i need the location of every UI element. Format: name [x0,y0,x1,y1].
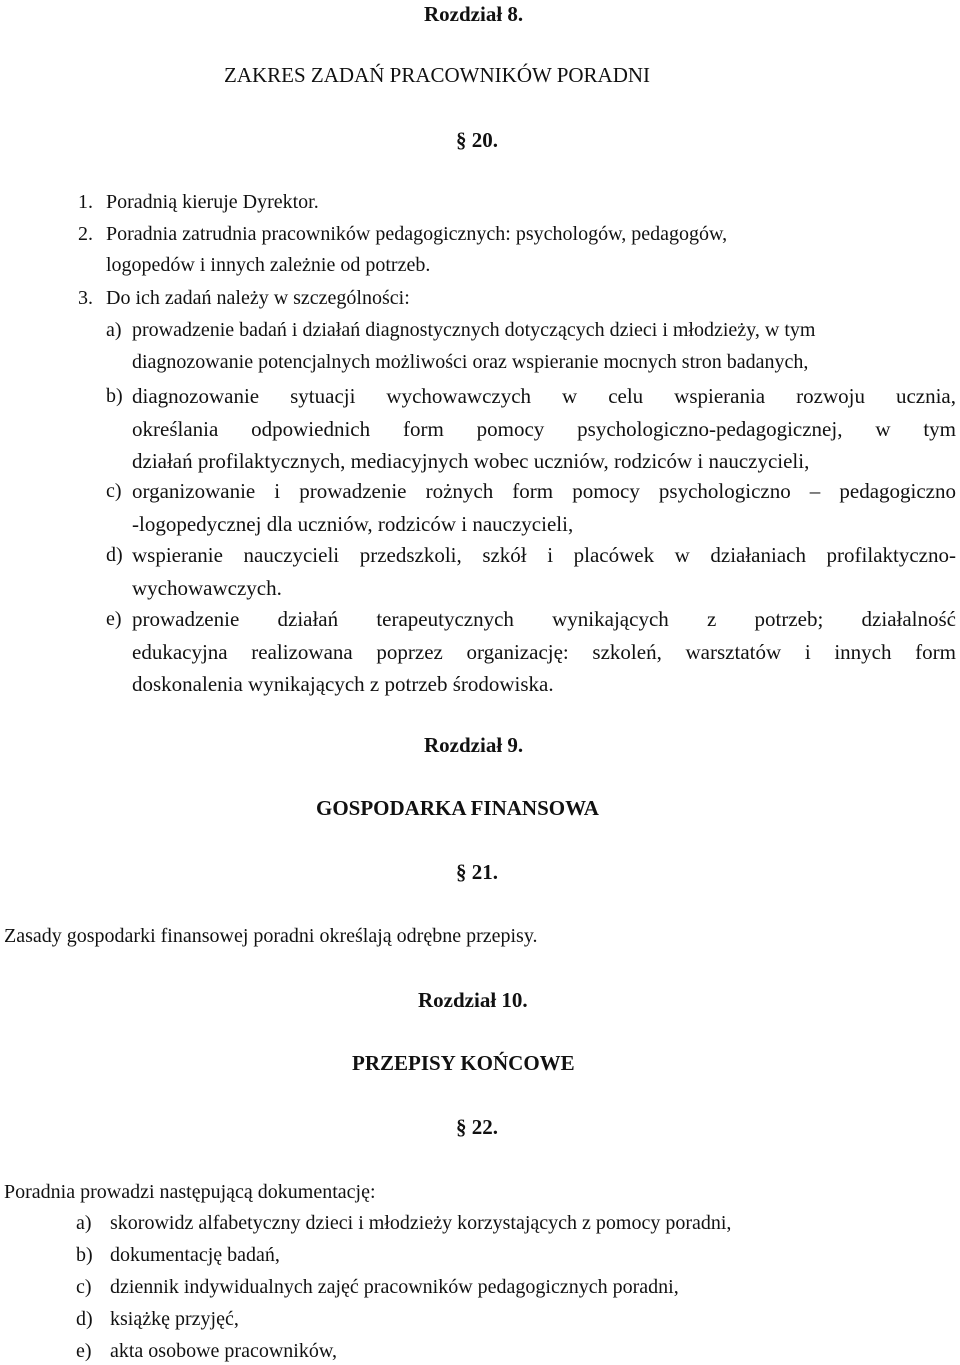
sublist-item-line: działań profilaktycznych, mediacyjnych wobec uczniów, rodziców i nauczycieli, [132,449,810,473]
sublist-item-line: organizowanie i prowadzenie rożnych form pomocy psychologiczno – pedagogiczno [132,479,956,503]
sublist-marker: d) [106,544,123,566]
sublist-item-line: wychowawczych. [132,575,282,600]
list-item: akta osobowe pracowników, [110,1340,337,1362]
sublist-marker: c) [106,480,122,502]
list-item: Poradnią kieruje Dyrektor. [106,191,319,213]
list-item-line: logopedów i innych zależnie od potrzeb. [106,254,431,276]
paragraph: Poradnia prowadzi następującą dokumentację: [4,1181,376,1203]
chapter-subtitle: GOSPODARKA FINANSOWA [316,796,599,820]
chapter-title: Rozdział 9. [424,733,524,757]
sublist-item-line: edukacyjna realizowana poprzez organizację: szkoleń, warsztatów i innych form [132,639,956,664]
chapter-subtitle: PRZEPISY KOŃCOWE [352,1051,575,1075]
sublist-marker: a) [106,319,122,341]
list-item-line: Poradnia zatrudnia pracowników pedagogicznych: psychologów, pedagogów, [106,223,728,245]
sublist-item-line: określania odpowiednich form pomocy psychologiczno-pedagogicznej, w tym [132,416,956,441]
sublist-item-line: prowadzenie badań i działań diagnostycznych dotyczących dzieci i młodzieży, w tym [132,319,816,341]
sublist-item-line: -logopedycznej dla uczniów, rodziców i nauczycieli, [132,511,574,536]
paragraph: Zasady gospodarki finansowej poradni określają odrębne przepisy. [4,925,538,947]
sublist-marker: b) [106,385,123,407]
chapter-title: Rozdział 10. [418,988,528,1012]
section-number: § 22. [456,1115,498,1139]
list-marker: b) [76,1244,93,1266]
sublist-item-line: diagnozowanie sytuacji wychowawczych w celu wspierania rozwoju ucznia, [132,384,956,408]
chapter-subtitle: ZAKRES ZADAŃ PRACOWNIKÓW PORADNI [224,63,651,87]
chapter-title: Rozdział 8. [424,2,524,26]
sublist-item-line: wspieranie nauczycieli przedszkoli, szkół i placówek w działaniach profilaktyczno- [132,543,956,567]
list-marker: e) [76,1340,92,1362]
list-marker: 2. [78,223,93,245]
sublist-item-line: prowadzenie działań terapeutycznych wynikających z potrzeb; działalność [132,607,956,631]
list-marker: c) [76,1276,92,1298]
sublist-marker: e) [106,608,122,630]
list-marker: 1. [78,191,93,213]
section-number: § 21. [456,860,498,884]
list-marker: 3. [78,287,93,309]
list-item: dziennik indywidualnych zajęć pracowników pedagogicznych poradni, [110,1276,679,1298]
list-item: dokumentację badań, [110,1244,280,1266]
list-item: skorowidz alfabetyczny dzieci i młodzieży korzystających z pomocy poradni, [110,1212,732,1234]
list-item: książkę przyjęć, [110,1308,239,1330]
list-item: Do ich zadań należy w szczególności: [106,287,410,309]
section-number: § 20. [456,128,498,152]
list-marker: d) [76,1308,93,1330]
list-marker: a) [76,1212,92,1234]
sublist-item-line: doskonalenia wynikających z potrzeb środowiska. [132,672,554,696]
sublist-item-line: diagnozowanie potencjalnych możliwości oraz wspieranie mocnych stron badanych, [132,351,809,373]
